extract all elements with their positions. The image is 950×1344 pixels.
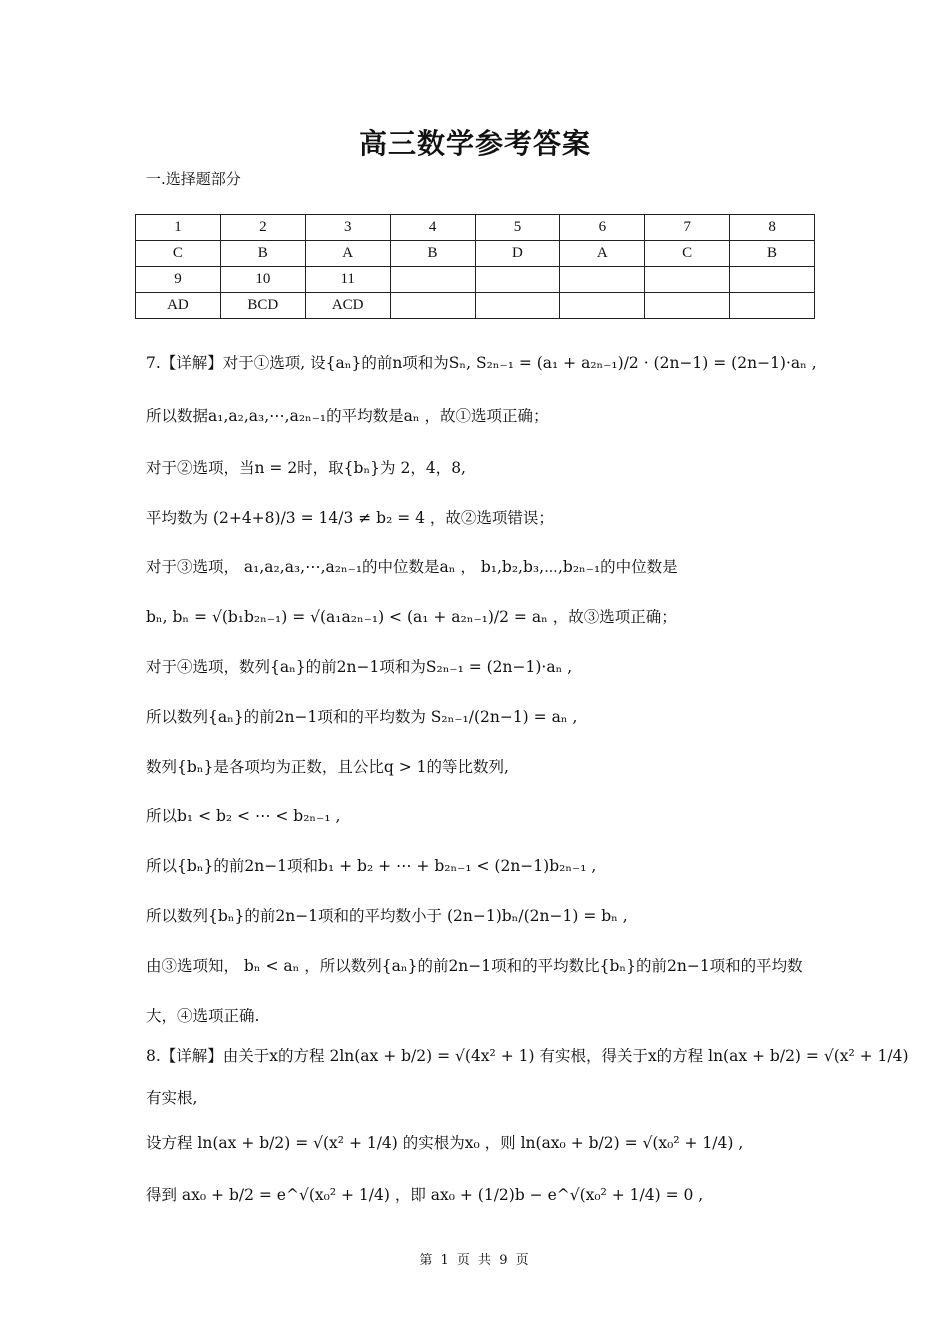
text-line: 有实根,: [146, 1089, 198, 1107]
table-cell: BCD: [220, 293, 305, 319]
table-cell: A: [305, 241, 390, 267]
table-cell: 2: [220, 215, 305, 241]
table-cell: 10: [220, 267, 305, 293]
text-line: 7.【详解】对于①选项, 设{aₙ}的前n项和为Sₙ, S₂ₙ₋₁ = (a₁ + a₂ₙ₋₁)/2 · (2n−1) = (2n−1)·aₙ ,: [146, 354, 817, 372]
text-line: 数列{bₙ}是各项均为正数，且公比q > 1的等比数列,: [146, 758, 509, 776]
table-cell: 3: [305, 215, 390, 241]
text-line: 对于②选项，当n = 2时，取{bₙ}为 2，4，8,: [146, 459, 466, 477]
text-line: 所以数据a₁,a₂,a₃,⋯,a₂ₙ₋₁的平均数是aₙ ，故①选项正确；: [146, 407, 549, 425]
section-heading: 一.选择题部分: [146, 170, 241, 188]
table-cell: C: [645, 241, 730, 267]
table-cell: A: [560, 241, 645, 267]
text-line: 所以数列{bₙ}的前2n−1项和的平均数小于 (2n−1)bₙ/(2n−1) = bₙ ,: [146, 907, 628, 925]
table-cell: [390, 267, 475, 293]
text-line: 得到 ax₀ + b/2 = e^√(x₀² + 1/4) ，即 ax₀ + (1/2)b − e^√(x₀² + 1/4) = 0 ,: [146, 1186, 704, 1204]
page-title: 高三数学参考答案: [358, 127, 591, 160]
table-cell: B: [730, 241, 815, 267]
table-cell: ACD: [305, 293, 390, 319]
text-line: 平均数为 (2+4+8)/3 = 14/3 ≠ b₂ = 4 ，故②选项错误；: [146, 509, 554, 527]
table-cell: [560, 293, 645, 319]
table-cell: 5: [475, 215, 560, 241]
table-cell: 4: [390, 215, 475, 241]
table-cell: [475, 267, 560, 293]
table-cell: 8: [730, 215, 815, 241]
table-cell: 9: [136, 267, 221, 293]
text-line: 由③选项知， bₙ < aₙ ，所以数列{aₙ}的前2n−1项和的平均数比{bₙ}的前2n−1项和的平均数: [146, 957, 803, 975]
table-cell: [560, 267, 645, 293]
text-line: 所以数列{aₙ}的前2n−1项和的平均数为 S₂ₙ₋₁/(2n−1) = aₙ ,: [146, 708, 578, 726]
text-line: 所以{bₙ}的前2n−1项和b₁ + b₂ + ⋯ + b₂ₙ₋₁ < (2n−1)b₂ₙ₋₁ ,: [146, 857, 597, 875]
table-cell: 7: [645, 215, 730, 241]
table-cell: [645, 267, 730, 293]
table-cell: C: [136, 241, 221, 267]
table-cell: 6: [560, 215, 645, 241]
table-cell: [730, 293, 815, 319]
table-cell: B: [220, 241, 305, 267]
text-line: bₙ, bₙ = √(b₁b₂ₙ₋₁) = √(a₁a₂ₙ₋₁) < (a₁ + a₂ₙ₋₁)/2 = aₙ ，故③选项正确；: [146, 608, 677, 626]
table-cell: AD: [136, 293, 221, 319]
table-row: [136, 267, 815, 293]
table-cell: [475, 293, 560, 319]
page-footer: 第 1 页 共 9 页: [419, 1253, 531, 1268]
text-line: 8.【详解】由关于x的方程 2ln(ax + b/2) = √(4x² + 1) 有实根，得关于x的方程 ln(ax + b/2) = √(x² + 1/4): [146, 1047, 909, 1065]
table-row: [136, 241, 815, 267]
text-line: 对于④选项，数列{aₙ}的前2n−1项和为S₂ₙ₋₁ = (2n−1)·aₙ ,: [146, 658, 573, 676]
table-row: [136, 215, 815, 241]
table-cell: 1: [136, 215, 221, 241]
table-cell: 11: [305, 267, 390, 293]
table-cell: D: [475, 241, 560, 267]
text-line: 大，④选项正确.: [146, 1007, 260, 1025]
table-cell: [730, 267, 815, 293]
text-line: 所以b₁ < b₂ < ⋯ < b₂ₙ₋₁ ,: [146, 807, 341, 825]
text-line: 设方程 ln(ax + b/2) = √(x² + 1/4) 的实根为x₀ ，则 ln(ax₀ + b/2) = √(x₀² + 1/4) ,: [146, 1134, 744, 1152]
table-row: [136, 293, 815, 319]
table-cell: B: [390, 241, 475, 267]
text-line: 对于③选项， a₁,a₂,a₃,⋯,a₂ₙ₋₁的中位数是aₙ ， b₁,b₂,b₃,⋯,b₂ₙ₋₁的中位数是: [146, 558, 678, 576]
table-cell: [390, 293, 475, 319]
answer-table: [135, 214, 815, 319]
table-cell: [645, 293, 730, 319]
